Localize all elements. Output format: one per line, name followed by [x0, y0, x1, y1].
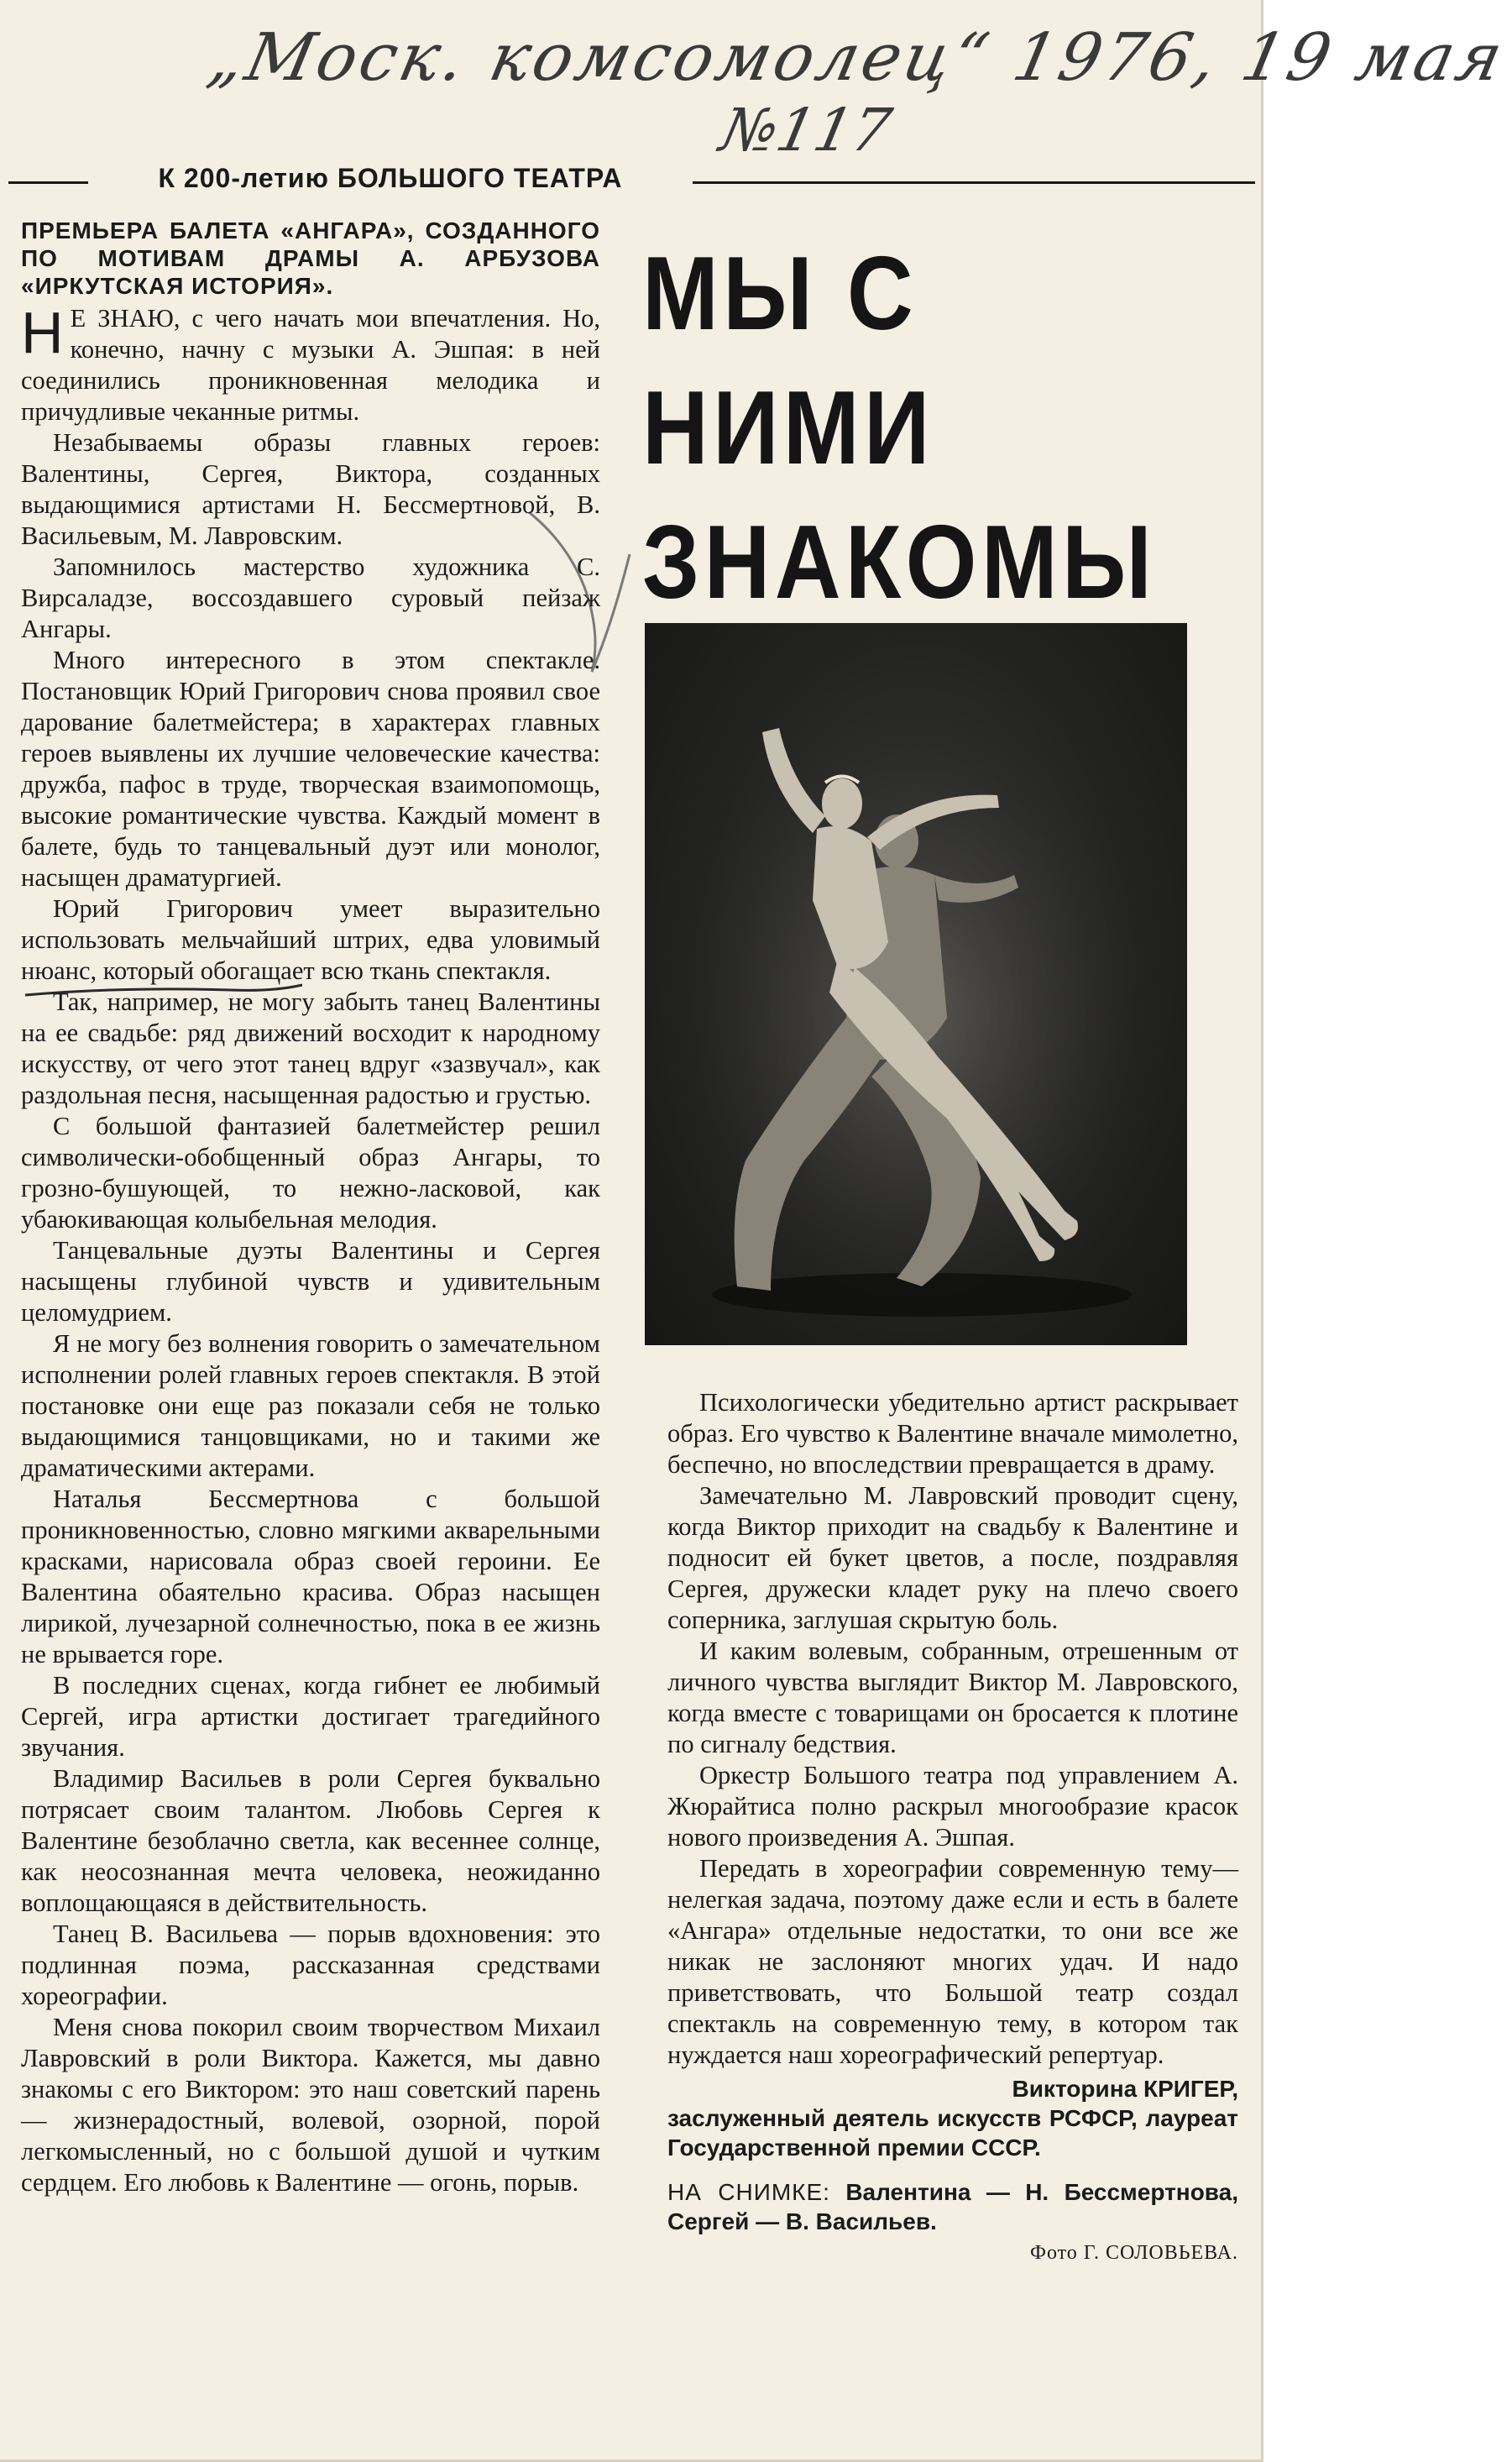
first-paragraph-text: Е ЗНАЮ, с чего начать мои впечатления. Но, конечно, начну с музыки А. Эшпая: в ней соединились проникновенная мелодика и причудливые чеканные ритмы.: [21, 304, 600, 426]
paragraph: Много интересного в этом спектакле. Постановщик Юрий Григорович снова проявил свое дарование балетмейстера; в характерах главных героев выявлены их лучшие человеческие качества: дружба, пафос в труде, творческая взаимопомощь, высокие романтические чувства. Каждый момент в балете, будь то танцевальный дуэт или монолог, насыщен драматургией.: [21, 646, 600, 892]
photo-credit: Фото Г. СОЛОВЬЕВА.: [1029, 2242, 1238, 2264]
paragraph: Юрий Григорович умеет выразительно использовать мельчайший штрих, едва уловимый нюанс, который обогащает всю ткань спектакля.: [21, 894, 600, 985]
paragraph: Замечательно М. Лавровский проводит сцену, когда Виктор приходит на свадьбу к Валентине и подносит ей букет цветов, а после, поздравляя Сергея, дружески кладет руку на плечо своего соперника, заглушая скрытую боль.: [667, 1481, 1238, 1634]
article-subhead: ПРЕМЬЕРА БАЛЕТА «АНГАРА», СОЗДАННОГО ПО МОТИВАМ ДРАМЫ А. АРБУЗОВА «ИРКУТСКАЯ ИСТОРИЯ».: [21, 217, 600, 299]
article-column-right: [667, 1387, 1238, 2269]
paragraph: Владимир Васильев в роли Сергея буквально потрясает своим талантом. Любовь Сергея к Валентине безоблачно светла, как весеннее солнце, как неосознанная мечта человека, неожиданно воплощающаяся в действительность.: [21, 1764, 600, 1917]
author-signature: [667, 2074, 1238, 2162]
paragraph: Меня снова покорил своим творчеством Михаил Лавровский в роли Виктора. Кажется, мы давно знакомы с его Виктором: это наш советский парень — жизнерадостный, волевой, озорной, порой легкомысленный, но с большой душой и чутким сердцем. Его любовь к Валентине — огонь, порыв.: [21, 2013, 600, 2197]
paragraph: Незабываемы образы главных героев: Валентины, Сергея, Виктора, созданных выдающимися артистами Н. Бессмертновой, В. Васильевым, М. Лавровским.: [21, 428, 600, 550]
paragraph: Так, например, не могу забыть танец Валентины на ее свадьбе: ряд движений восходит к народному искусству, от чего этот танец вдруг «зазвучал», как раздольная песня, насыщенная радостью и грустью.: [21, 987, 600, 1109]
handwritten-source-note: „Моск. комсомолец“ 1976, 19 мая: [201, 20, 1512, 96]
paragraph: Оркестр Большого театра под управлением А. Жюрайтиса полно раскрыл многообразие красок нового произведения А. Эшпая.: [667, 1761, 1238, 1852]
paragraph: Наталья Бессмертнова с большой проникновенностью, словно мягкими акварельными красками, нарисовала образ своей героини. Ее Валентина обаятельно красива. Образ насыщен лирикой, лучезарной солнечностью, пока в ее жизнь не врывается горе.: [21, 1485, 600, 1668]
author-title: заслуженный деятель искусств РСФСР, лауреат Государственной премии СССР.: [667, 2105, 1238, 2161]
rubric-rule-right: [693, 181, 1255, 184]
handwritten-issue-number: №117: [714, 96, 897, 165]
headline: МЫ С НИМИ ЗНАКОМЫ: [642, 236, 1157, 621]
author-name: Викторина КРИГЕР,: [1012, 2076, 1238, 2102]
rubric-rule-left: [8, 181, 88, 184]
ballet-photo: [645, 623, 1187, 1345]
paragraph: И каким волевым, собранным, отрешенным от личного чувства выглядит Виктор М. Лавровского, когда вместе с товарищами он бросается к плотине по сигналу бедствия.: [667, 1637, 1238, 1758]
article-column-left: [21, 217, 600, 2198]
paragraph: Танцевальные дуэты Валентины и Сергея насыщены глубиной чувств и удивительным целомудрием.: [21, 1236, 600, 1327]
paragraph: Психологически убедительно артист раскрывает образ. Его чувство к Валентине вначале мимолетно, беспечно, но впоследствии превращается в драму.: [667, 1388, 1238, 1479]
paragraph: Запомнилось мастерство художника С. Вирсаладзе, воссоздавшего суровый пейзаж Ангары.: [21, 553, 600, 643]
caption-label: НА СНИМКЕ:: [667, 2179, 830, 2205]
photo-caption: [667, 2177, 1238, 2236]
ballet-dancers-illustration: [645, 623, 1187, 1345]
drop-cap: Н: [21, 300, 64, 365]
caption-text: Валентина — Н. Бессмертнова, Сергей — В. Васильев.: [667, 2179, 1238, 2234]
first-paragraph: [21, 300, 600, 427]
paragraph: С большой фантазией балетмейстер решил символически-обобщенный образ Ангары, то грозно-бушующей, то нежно-ласковой, как убаюкивающая колыбельная мелодия.: [21, 1112, 600, 1234]
paragraph: В последних сценах, когда гибнет ее любимый Сергей, игра артистки достигает трагедийного звучания.: [21, 1671, 600, 1762]
paragraph: Танец В. Васильева — порыв вдохновения: это подлинная поэма, рассказанная средствами хореографии.: [21, 1920, 600, 2010]
rubric-title: К 200-летию БОЛЬШОГО ТЕАТРА: [158, 163, 623, 193]
paragraph: Передать в хореографии современную тему—нелегкая задача, поэтому даже если и есть в балете «Ангара» отдельные недостатки, то они все же никак не заслоняют многих удач. И надо приветствовать, что Большой театр создал спектакль на современную тему, в котором так нуждается наш хореографический репертуар.: [667, 1854, 1238, 2069]
paragraph: Я не могу без волнения говорить о замечательном исполнении ролей главных героев спектакля. В этой постановке они еще раз показали себя не только выдающимися танцовщиками, но и такими же драматическими актерами.: [21, 1329, 600, 1482]
rubric-bar: [0, 161, 1263, 203]
